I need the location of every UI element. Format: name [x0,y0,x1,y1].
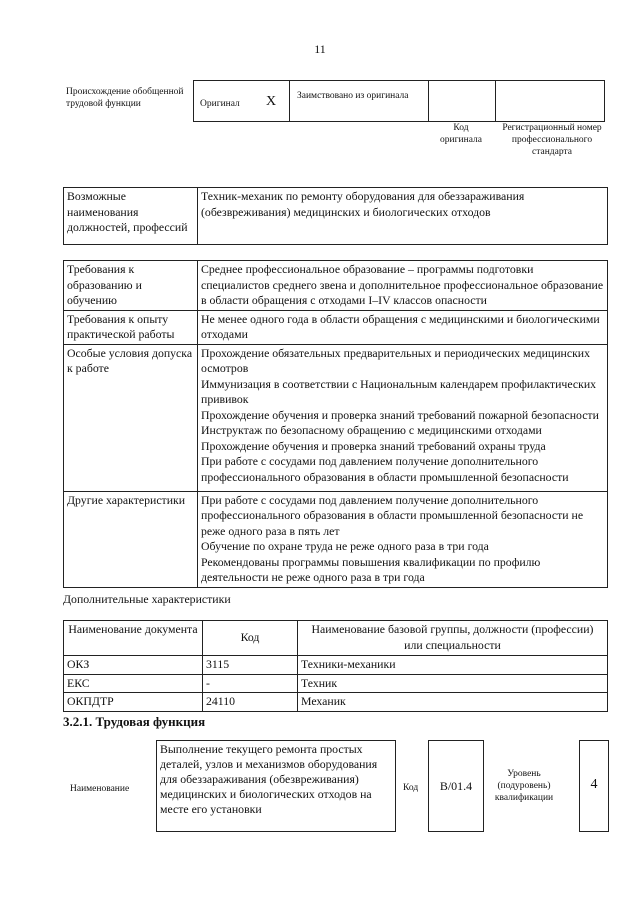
requirement-line: Рекомендованы программы повышения квалификации по профилю деятельности не реже одного раза в три года [201,554,541,584]
table-cell: ЕКС [64,674,203,693]
table-cell: 3115 [203,656,298,675]
function-name-value: Выполнение текущего ремонта простых деталей, узлов и механизмов оборудования для обеззараживания (обезвреживания) медицинских и биологических отходов на месте его установки [160,742,378,816]
requirement-row [64,310,608,344]
additional-table [63,620,608,712]
table-cell: Механик [298,693,608,712]
requirement-label: Другие характеристики [64,491,198,587]
requirement-line: При работе с сосудами под давлением получение дополнительного профессионального образования в области промышленной безопасности [201,454,569,484]
function-level-value: 4 [590,777,598,792]
positions-value: Техник-механик по ремонту оборудования для обеззараживания (обезвреживания) медицинских и биологических отходов [198,188,608,245]
table-cell: Техник [298,674,608,693]
additional-heading: Дополнительные характеристики [63,592,231,606]
table-cell: ОКПДТР [64,693,203,712]
table-cell: 24110 [203,693,298,712]
origin-original-mark: X [266,94,277,109]
function-code-value: B/01.4 [439,779,473,793]
origin-label: Происхождение обобщенной трудовой функции [66,87,184,109]
table-cell: Техники-механики [298,656,608,675]
function-code-label: Код [403,783,419,793]
requirement-row [64,261,608,311]
function-name-label: Наименование [70,784,130,794]
requirement-line: Прохождение обязательных предварительных и периодических медицинских осмотров [201,345,591,375]
requirement-label: Особые условия допуска к работе [64,344,198,491]
page-number: 11 [314,42,326,56]
table-row [64,693,608,712]
table-row [64,674,608,693]
positions-table [63,187,608,245]
table-cell: - [203,674,298,693]
requirement-line: Иммунизация в соответствии с Национальным календарем профилактических прививок [201,376,597,406]
table-row [64,656,608,675]
function-code-box [428,740,484,832]
requirement-line: Не менее одного года в области обращения с медицинскими и биологическими отходами [201,311,600,341]
requirement-value [198,261,608,311]
requirement-line: Инструктаж по безопасному обращению с медицинскими отходами [201,423,542,437]
column-header: Код [203,621,298,656]
origin-reg-caption: Регистрационный номер профессионального стандарта [502,123,602,157]
column-header: Наименование документа [64,621,203,656]
requirement-row [64,491,608,587]
table-cell: ОКЗ [64,656,203,675]
requirement-line: Прохождение обучения и проверка знаний требований охраны труда [201,438,546,453]
function-level-box [579,740,609,832]
origin-code-caption: Код оригинала [440,123,482,145]
requirement-label: Требования к опыту практической работы [64,310,198,344]
requirement-label: Требования к образованию и обучению [64,261,198,311]
requirement-row [64,344,608,491]
section-heading: 3.2.1. Трудовая функция [63,714,206,729]
requirement-line: При работе с сосудами под давлением получение дополнительного профессионального образования в области промышленной безопасности не реже одного раза в пять лет [201,492,584,538]
function-name-box [156,740,396,832]
requirement-value [198,344,608,491]
requirements-table [63,260,608,588]
function-level-label: Уровень (подуровень) квалификации [494,769,554,803]
column-header: Наименование базовой группы, должности (профессии) или специальности [298,621,608,656]
requirement-line: Обучение по охране труда не реже одного раза в три года [201,539,489,553]
origin-original: Оригинал [200,99,240,109]
origin-table [193,80,605,122]
requirement-value [198,310,608,344]
positions-label: Возможные наименования должностей, профессий [64,188,198,245]
table-header-row [64,621,608,656]
requirement-line: Прохождение обучения и проверка знаний требований пожарной безопасности [201,407,599,422]
origin-borrowed: Заимствовано из оригинала [297,91,409,101]
requirement-value [198,491,608,587]
requirement-line: Среднее профессиональное образование – программы подготовки специалистов среднего звена и дополнительное профессиональное образование в области обращения с отходами I–IV классов опасности [201,262,604,307]
